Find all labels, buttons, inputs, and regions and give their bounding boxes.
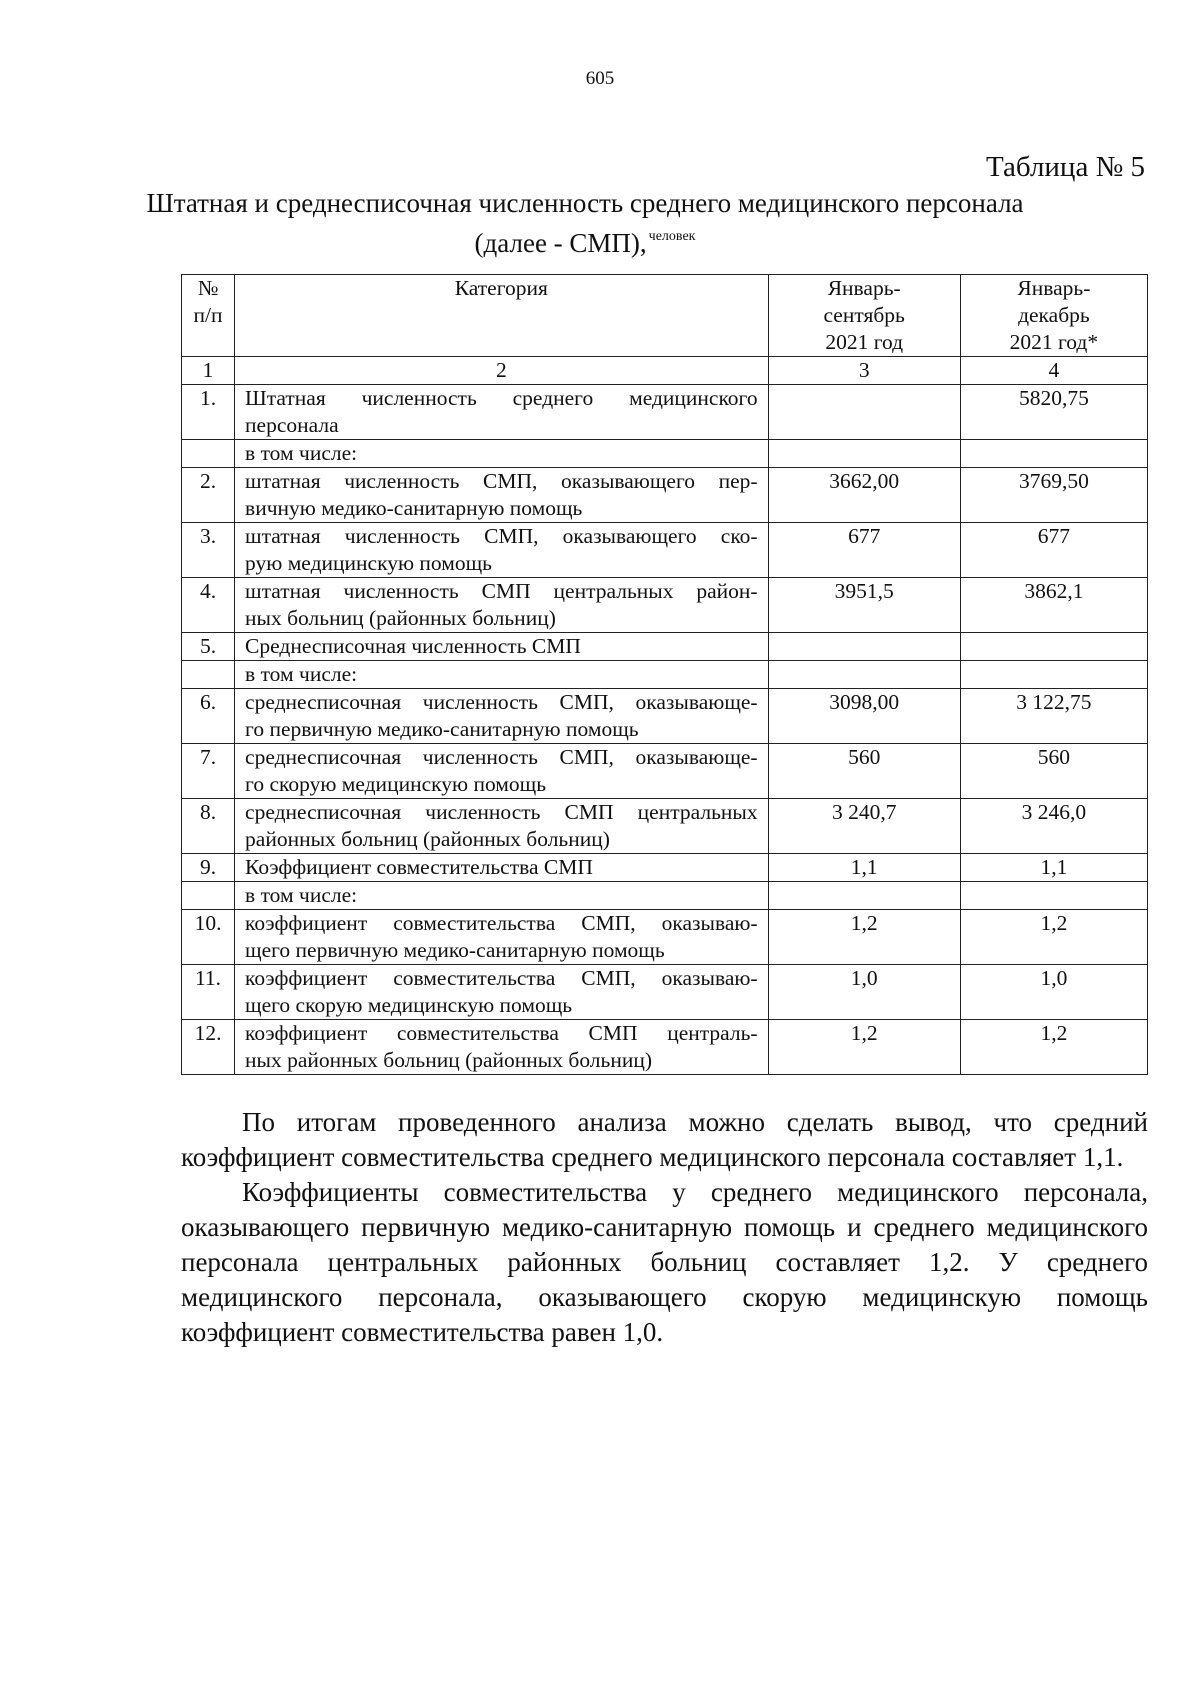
table-label: Таблица № 5	[986, 151, 1145, 183]
row-number: 6.	[182, 689, 235, 744]
table-row	[182, 385, 1148, 440]
table-row	[182, 744, 1148, 799]
row-category	[235, 854, 769, 882]
row-category	[235, 910, 769, 965]
header-col4-line: Январь-	[1017, 276, 1091, 300]
row-number: 11.	[182, 965, 235, 1020]
row-number	[182, 440, 235, 468]
title-line-1: Штатная и среднесписочная численность среднего медицинского персонала	[146, 188, 1024, 218]
header-col4-line: 2021 год*	[1009, 330, 1099, 354]
row-value-dec	[960, 633, 1147, 661]
row-category-line: Среднесписочная численность СМП	[245, 634, 581, 658]
row-category-line: районных больниц (районных больниц)	[245, 827, 610, 851]
index-row	[182, 357, 1148, 385]
title-unit: человек	[648, 229, 696, 244]
row-category-line: среднесписочная численность СМП центральных	[245, 800, 758, 824]
row-value-sep: 1,2	[768, 910, 960, 965]
row-value-dec: 3 122,75	[960, 689, 1147, 744]
row-value-sep	[768, 661, 960, 689]
row-value-dec: 3769,50	[960, 468, 1147, 523]
row-category	[235, 799, 769, 854]
table-row	[182, 440, 1148, 468]
header-col4	[960, 275, 1147, 357]
row-value-sep: 1,2	[768, 1020, 960, 1075]
header-col3	[768, 275, 960, 357]
row-category-line: штатная численность СМП, оказывающего пер-	[245, 469, 758, 493]
row-category-line: коэффициент совместительства СМП, оказываю-	[245, 911, 758, 935]
table-row	[182, 965, 1148, 1020]
row-value-dec: 1,2	[960, 1020, 1147, 1075]
row-number: 4.	[182, 578, 235, 633]
index-cell: 3	[768, 357, 960, 385]
row-category-line: в том числе:	[245, 883, 358, 907]
header-num-line: п/п	[193, 303, 223, 327]
row-value-sep: 3951,5	[768, 578, 960, 633]
row-category-line: вичную медико-санитарную помощь	[245, 496, 583, 520]
row-category-line: го первичную медико-санитарную помощь	[245, 717, 639, 741]
row-value-dec: 1,2	[960, 910, 1147, 965]
row-value-dec: 677	[960, 523, 1147, 578]
row-value-sep: 3098,00	[768, 689, 960, 744]
row-category	[235, 1020, 769, 1075]
row-value-dec: 5820,75	[960, 385, 1147, 440]
row-number: 1.	[182, 385, 235, 440]
header-col3-line: 2021 год	[825, 330, 904, 354]
row-category-line: ных районных больниц (районных больниц)	[245, 1048, 652, 1072]
table-row	[182, 910, 1148, 965]
title-line-2	[140, 220, 1030, 260]
row-value-dec: 560	[960, 744, 1147, 799]
conclusion-text	[181, 1105, 1148, 1350]
row-value-dec: 1,0	[960, 965, 1147, 1020]
row-category	[235, 661, 769, 689]
row-number: 3.	[182, 523, 235, 578]
row-category-line: среднесписочная численность СМП, оказывающе-	[245, 745, 758, 769]
title-line-2-text: (далее - СМП),	[474, 228, 647, 258]
row-category	[235, 385, 769, 440]
row-category-line: Коэффициент совместительства СМП	[245, 855, 593, 879]
table-title	[140, 186, 1030, 260]
row-number: 9.	[182, 854, 235, 882]
row-value-sep: 3 240,7	[768, 799, 960, 854]
row-category	[235, 689, 769, 744]
table-row	[182, 854, 1148, 882]
page-number: 605	[585, 68, 615, 89]
row-value-dec	[960, 440, 1147, 468]
header-num	[182, 275, 235, 357]
row-category	[235, 633, 769, 661]
row-category-line: в том числе:	[245, 662, 358, 686]
row-category	[235, 440, 769, 468]
row-category-line: штатная численность СМП, оказывающего ско-	[245, 524, 758, 548]
index-cell: 4	[960, 357, 1147, 385]
row-category-line: щего первичную медико-санитарную помощь	[245, 938, 665, 962]
row-value-sep: 1,0	[768, 965, 960, 1020]
row-number: 12.	[182, 1020, 235, 1075]
row-value-dec: 3862,1	[960, 578, 1147, 633]
row-category	[235, 523, 769, 578]
row-category-line: го скорую медицинскую помощь	[245, 772, 547, 796]
row-number	[182, 882, 235, 910]
row-category	[235, 744, 769, 799]
table-row	[182, 661, 1148, 689]
row-value-sep	[768, 385, 960, 440]
index-cell: 1	[182, 357, 235, 385]
row-value-dec: 3 246,0	[960, 799, 1147, 854]
row-number: 8.	[182, 799, 235, 854]
row-value-dec	[960, 661, 1147, 689]
row-category	[235, 468, 769, 523]
row-category	[235, 578, 769, 633]
index-cell: 2	[235, 357, 769, 385]
row-value-sep	[768, 882, 960, 910]
row-category-line: ных больниц (районных больниц)	[245, 606, 556, 630]
header-row	[182, 275, 1148, 357]
header-category: Категория	[235, 275, 769, 357]
row-number	[182, 661, 235, 689]
row-category-line: среднесписочная численность СМП, оказывающе-	[245, 690, 758, 714]
row-value-dec	[960, 882, 1147, 910]
table-row	[182, 578, 1148, 633]
header-col3-line: Январь-	[827, 276, 901, 300]
row-number: 2.	[182, 468, 235, 523]
row-category	[235, 965, 769, 1020]
row-category-line: коэффициент совместительства СМП, оказываю-	[245, 966, 758, 990]
table-row	[182, 523, 1148, 578]
row-category-line: щего скорую медицинскую помощь	[245, 993, 573, 1017]
row-category-line: в том числе:	[245, 441, 358, 465]
row-value-sep	[768, 440, 960, 468]
row-value-sep: 1,1	[768, 854, 960, 882]
row-value-sep: 677	[768, 523, 960, 578]
table-row	[182, 799, 1148, 854]
paragraph: Коэффициенты совместительства у среднего медицинского персонала, оказывающего первичную медико-санитарную помощь и среднего медицинского персонала центральных районных больниц составляет 1,2. У среднего медицинского персонала, оказывающего скорую медицинскую помощь коэффициент совместительства равен 1,0.	[181, 1177, 1148, 1347]
row-category-line: персонала	[245, 413, 339, 437]
row-value-sep: 3662,00	[768, 468, 960, 523]
row-number: 5.	[182, 633, 235, 661]
row-category-line: Штатная численность среднего медицинского	[245, 386, 758, 410]
header-num-line: №	[197, 276, 219, 300]
row-category-line: коэффициент совместительства СМП централь-	[245, 1021, 758, 1045]
row-value-sep: 560	[768, 744, 960, 799]
header-col3-line: сентябрь	[823, 303, 905, 327]
header-col4-line: декабрь	[1018, 303, 1090, 327]
row-value-dec: 1,1	[960, 854, 1147, 882]
row-value-sep	[768, 633, 960, 661]
row-category	[235, 882, 769, 910]
paragraph: По итогам проведенного анализа можно сделать вывод, что средний коэффициент совместительства среднего медицинского персонала составляет 1,1.	[181, 1107, 1148, 1172]
table-row	[182, 882, 1148, 910]
row-number: 10.	[182, 910, 235, 965]
table-row	[182, 468, 1148, 523]
row-category-line: штатная численность СМП центральных район-	[245, 579, 758, 603]
table-row	[182, 633, 1148, 661]
table-row	[182, 689, 1148, 744]
staffing-table	[181, 274, 1148, 1075]
row-number: 7.	[182, 744, 235, 799]
table-row	[182, 1020, 1148, 1075]
row-category-line: рую медицинскую помощь	[245, 551, 492, 575]
